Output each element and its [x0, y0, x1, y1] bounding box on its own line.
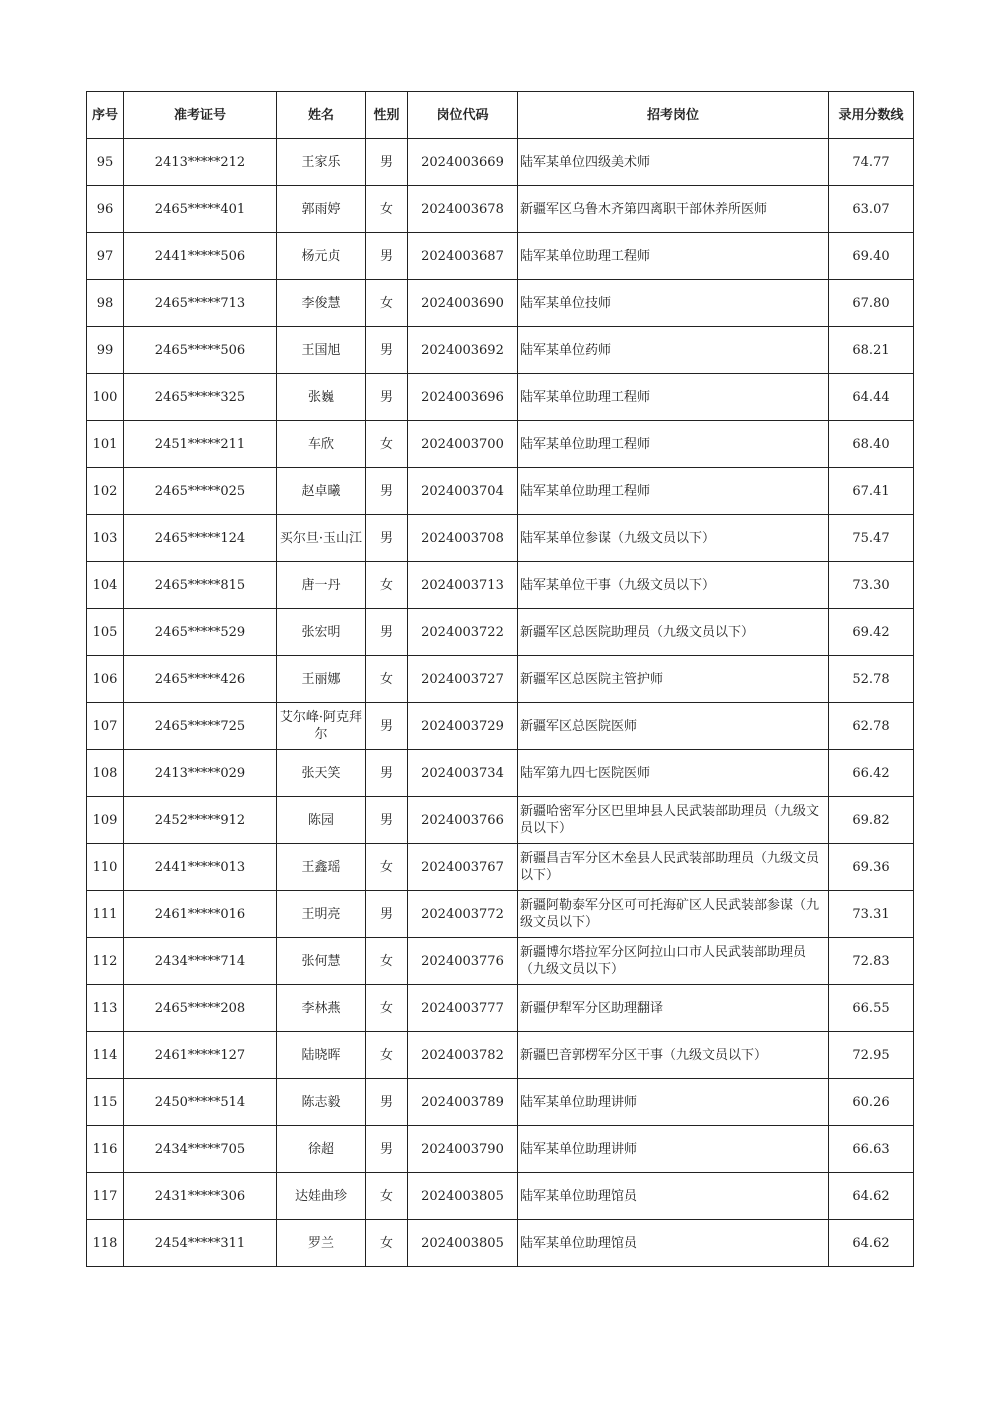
table-row [87, 1220, 914, 1267]
row-post: 陆军某单位助理馆员 [518, 1220, 829, 1267]
row-gender: 女 [366, 938, 408, 985]
row-index: 97 [87, 233, 124, 280]
row-name: 王国旭 [277, 327, 366, 374]
row-exam-id: 2465*****124 [124, 515, 277, 562]
row-name: 徐超 [277, 1126, 366, 1173]
row-exam-id: 2434*****705 [124, 1126, 277, 1173]
row-index: 103 [87, 515, 124, 562]
row-post: 陆军某单位助理工程师 [518, 421, 829, 468]
row-post-code: 2024003729 [408, 703, 518, 750]
row-gender: 男 [366, 374, 408, 421]
row-name: 王家乐 [277, 139, 366, 186]
row-index: 117 [87, 1173, 124, 1220]
row-name: 买尔旦·玉山江 [277, 515, 366, 562]
row-score: 63.07 [829, 186, 914, 233]
row-post-code: 2024003692 [408, 327, 518, 374]
header-gender: 性别 [366, 92, 408, 139]
row-index: 100 [87, 374, 124, 421]
row-exam-id: 2465*****325 [124, 374, 277, 421]
row-post-code: 2024003782 [408, 1032, 518, 1079]
row-name: 陈园 [277, 797, 366, 844]
row-score: 69.36 [829, 844, 914, 891]
row-index: 98 [87, 280, 124, 327]
row-score: 72.83 [829, 938, 914, 985]
row-score: 64.62 [829, 1220, 914, 1267]
row-post-code: 2024003790 [408, 1126, 518, 1173]
row-score: 73.31 [829, 891, 914, 938]
row-exam-id: 2452*****912 [124, 797, 277, 844]
table-row [87, 1079, 914, 1126]
row-index: 104 [87, 562, 124, 609]
header-score: 录用分数线 [829, 92, 914, 139]
row-post-code: 2024003734 [408, 750, 518, 797]
row-index: 105 [87, 609, 124, 656]
row-gender: 男 [366, 703, 408, 750]
row-index: 118 [87, 1220, 124, 1267]
row-exam-id: 2431*****306 [124, 1173, 277, 1220]
table-row [87, 1126, 914, 1173]
row-post: 陆军某单位助理讲师 [518, 1079, 829, 1126]
row-exam-id: 2465*****426 [124, 656, 277, 703]
row-exam-id: 2441*****013 [124, 844, 277, 891]
row-score: 68.21 [829, 327, 914, 374]
row-gender: 男 [366, 139, 408, 186]
header-exam-id: 准考证号 [124, 92, 277, 139]
table-row [87, 1032, 914, 1079]
row-gender: 男 [366, 1126, 408, 1173]
table-row [87, 891, 914, 938]
header-row [87, 92, 914, 139]
row-gender: 女 [366, 421, 408, 468]
row-post-code: 2024003708 [408, 515, 518, 562]
header-name: 姓名 [277, 92, 366, 139]
row-name: 张天笑 [277, 750, 366, 797]
row-index: 110 [87, 844, 124, 891]
row-gender: 女 [366, 280, 408, 327]
row-gender: 女 [366, 1220, 408, 1267]
row-post-code: 2024003713 [408, 562, 518, 609]
row-score: 69.42 [829, 609, 914, 656]
row-name: 车欣 [277, 421, 366, 468]
row-index: 101 [87, 421, 124, 468]
row-name: 郭雨婷 [277, 186, 366, 233]
row-name: 李林燕 [277, 985, 366, 1032]
row-gender: 女 [366, 562, 408, 609]
row-index: 107 [87, 703, 124, 750]
header-post-code: 岗位代码 [408, 92, 518, 139]
table-row [87, 515, 914, 562]
table-row [87, 327, 914, 374]
row-name: 王明亮 [277, 891, 366, 938]
row-post-code: 2024003776 [408, 938, 518, 985]
row-score: 72.95 [829, 1032, 914, 1079]
row-score: 69.82 [829, 797, 914, 844]
row-index: 109 [87, 797, 124, 844]
row-gender: 男 [366, 515, 408, 562]
row-post-code: 2024003727 [408, 656, 518, 703]
table-body [87, 139, 914, 1267]
row-post-code: 2024003669 [408, 139, 518, 186]
row-post: 陆军某单位助理工程师 [518, 233, 829, 280]
row-gender: 男 [366, 327, 408, 374]
row-post-code: 2024003690 [408, 280, 518, 327]
row-post: 陆军某单位助理讲师 [518, 1126, 829, 1173]
row-gender: 女 [366, 1032, 408, 1079]
row-score: 69.40 [829, 233, 914, 280]
row-name: 王鑫瑶 [277, 844, 366, 891]
row-score: 67.80 [829, 280, 914, 327]
row-score: 75.47 [829, 515, 914, 562]
table-row [87, 985, 914, 1032]
row-gender: 男 [366, 797, 408, 844]
row-post: 新疆阿勒泰军分区可可托海矿区人民武装部参谋（九级文员以下） [518, 891, 829, 938]
row-score: 64.62 [829, 1173, 914, 1220]
row-post-code: 2024003704 [408, 468, 518, 515]
row-post-code: 2024003687 [408, 233, 518, 280]
row-post: 新疆巴音郭楞军分区干事（九级文员以下） [518, 1032, 829, 1079]
row-gender: 男 [366, 891, 408, 938]
row-post-code: 2024003678 [408, 186, 518, 233]
row-name: 杨元贞 [277, 233, 366, 280]
row-post: 新疆博尔塔拉军分区阿拉山口市人民武装部助理员（九级文员以下） [518, 938, 829, 985]
row-gender: 男 [366, 468, 408, 515]
row-post: 新疆哈密军分区巴里坤县人民武装部助理员（九级文员以下） [518, 797, 829, 844]
row-score: 68.40 [829, 421, 914, 468]
row-exam-id: 2465*****025 [124, 468, 277, 515]
results-table [86, 91, 914, 1267]
row-post: 新疆昌吉军分区木垒县人民武装部助理员（九级文员以下） [518, 844, 829, 891]
row-gender: 女 [366, 844, 408, 891]
row-post-code: 2024003696 [408, 374, 518, 421]
row-score: 66.55 [829, 985, 914, 1032]
row-index: 102 [87, 468, 124, 515]
row-post: 陆军某单位四级美术师 [518, 139, 829, 186]
row-name: 张巍 [277, 374, 366, 421]
row-exam-id: 2465*****506 [124, 327, 277, 374]
row-gender: 男 [366, 1079, 408, 1126]
row-post: 陆军第九四七医院医师 [518, 750, 829, 797]
row-exam-id: 2465*****725 [124, 703, 277, 750]
header-index: 序号 [87, 92, 124, 139]
row-post: 陆军某单位干事（九级文员以下） [518, 562, 829, 609]
row-name: 张宏明 [277, 609, 366, 656]
row-name: 张何慧 [277, 938, 366, 985]
row-name: 陆晓晖 [277, 1032, 366, 1079]
table-row [87, 562, 914, 609]
row-post-code: 2024003722 [408, 609, 518, 656]
row-name: 罗兰 [277, 1220, 366, 1267]
row-name: 陈志毅 [277, 1079, 366, 1126]
row-post: 陆军某单位助理工程师 [518, 468, 829, 515]
row-exam-id: 2461*****127 [124, 1032, 277, 1079]
row-post-code: 2024003805 [408, 1173, 518, 1220]
row-post: 陆军某单位技师 [518, 280, 829, 327]
row-name: 王丽娜 [277, 656, 366, 703]
row-exam-id: 2465*****815 [124, 562, 277, 609]
row-index: 99 [87, 327, 124, 374]
row-post-code: 2024003767 [408, 844, 518, 891]
row-gender: 女 [366, 985, 408, 1032]
row-post-code: 2024003700 [408, 421, 518, 468]
row-gender: 男 [366, 233, 408, 280]
row-post: 陆军某单位参谋（九级文员以下） [518, 515, 829, 562]
row-gender: 女 [366, 186, 408, 233]
row-exam-id: 2441*****506 [124, 233, 277, 280]
row-index: 114 [87, 1032, 124, 1079]
row-exam-id: 2465*****529 [124, 609, 277, 656]
table-row [87, 1173, 914, 1220]
row-score: 67.41 [829, 468, 914, 515]
header-post: 招考岗位 [518, 92, 829, 139]
table-row [87, 139, 914, 186]
row-score: 64.44 [829, 374, 914, 421]
table-row [87, 421, 914, 468]
row-post: 新疆军区总医院医师 [518, 703, 829, 750]
row-exam-id: 2465*****208 [124, 985, 277, 1032]
row-gender: 男 [366, 609, 408, 656]
table-row [87, 656, 914, 703]
row-exam-id: 2465*****713 [124, 280, 277, 327]
row-exam-id: 2450*****514 [124, 1079, 277, 1126]
row-score: 66.63 [829, 1126, 914, 1173]
table-row [87, 703, 914, 750]
row-exam-id: 2454*****311 [124, 1220, 277, 1267]
table-row [87, 609, 914, 656]
row-index: 112 [87, 938, 124, 985]
row-index: 115 [87, 1079, 124, 1126]
row-post: 陆军某单位助理工程师 [518, 374, 829, 421]
row-exam-id: 2465*****401 [124, 186, 277, 233]
row-post-code: 2024003789 [408, 1079, 518, 1126]
row-index: 96 [87, 186, 124, 233]
row-score: 62.78 [829, 703, 914, 750]
row-post: 新疆军区乌鲁木齐第四离职干部休养所医师 [518, 186, 829, 233]
table-row [87, 750, 914, 797]
table-row [87, 468, 914, 515]
row-score: 52.78 [829, 656, 914, 703]
row-name: 李俊慧 [277, 280, 366, 327]
row-index: 111 [87, 891, 124, 938]
row-exam-id: 2413*****029 [124, 750, 277, 797]
row-post-code: 2024003766 [408, 797, 518, 844]
row-score: 73.30 [829, 562, 914, 609]
row-exam-id: 2461*****016 [124, 891, 277, 938]
table-row [87, 280, 914, 327]
row-index: 113 [87, 985, 124, 1032]
row-exam-id: 2434*****714 [124, 938, 277, 985]
row-post-code: 2024003772 [408, 891, 518, 938]
row-post: 新疆伊犁军分区助理翻译 [518, 985, 829, 1032]
table-row [87, 938, 914, 985]
row-gender: 女 [366, 656, 408, 703]
table-row [87, 797, 914, 844]
row-post-code: 2024003805 [408, 1220, 518, 1267]
row-score: 66.42 [829, 750, 914, 797]
row-post: 陆军某单位助理馆员 [518, 1173, 829, 1220]
table-row [87, 186, 914, 233]
row-exam-id: 2451*****211 [124, 421, 277, 468]
row-exam-id: 2413*****212 [124, 139, 277, 186]
row-gender: 女 [366, 1173, 408, 1220]
table-row [87, 374, 914, 421]
row-gender: 男 [366, 750, 408, 797]
row-index: 95 [87, 139, 124, 186]
row-score: 60.26 [829, 1079, 914, 1126]
table-row [87, 233, 914, 280]
row-name: 达娃曲珍 [277, 1173, 366, 1220]
row-score: 74.77 [829, 139, 914, 186]
row-name: 唐一丹 [277, 562, 366, 609]
row-index: 108 [87, 750, 124, 797]
row-post: 新疆军区总医院助理员（九级文员以下） [518, 609, 829, 656]
row-post-code: 2024003777 [408, 985, 518, 1032]
row-post: 新疆军区总医院主管护师 [518, 656, 829, 703]
row-index: 116 [87, 1126, 124, 1173]
table-row [87, 844, 914, 891]
row-post: 陆军某单位药师 [518, 327, 829, 374]
row-index: 106 [87, 656, 124, 703]
row-name: 艾尔峰·阿克拜尔 [277, 703, 366, 750]
row-name: 赵卓曦 [277, 468, 366, 515]
